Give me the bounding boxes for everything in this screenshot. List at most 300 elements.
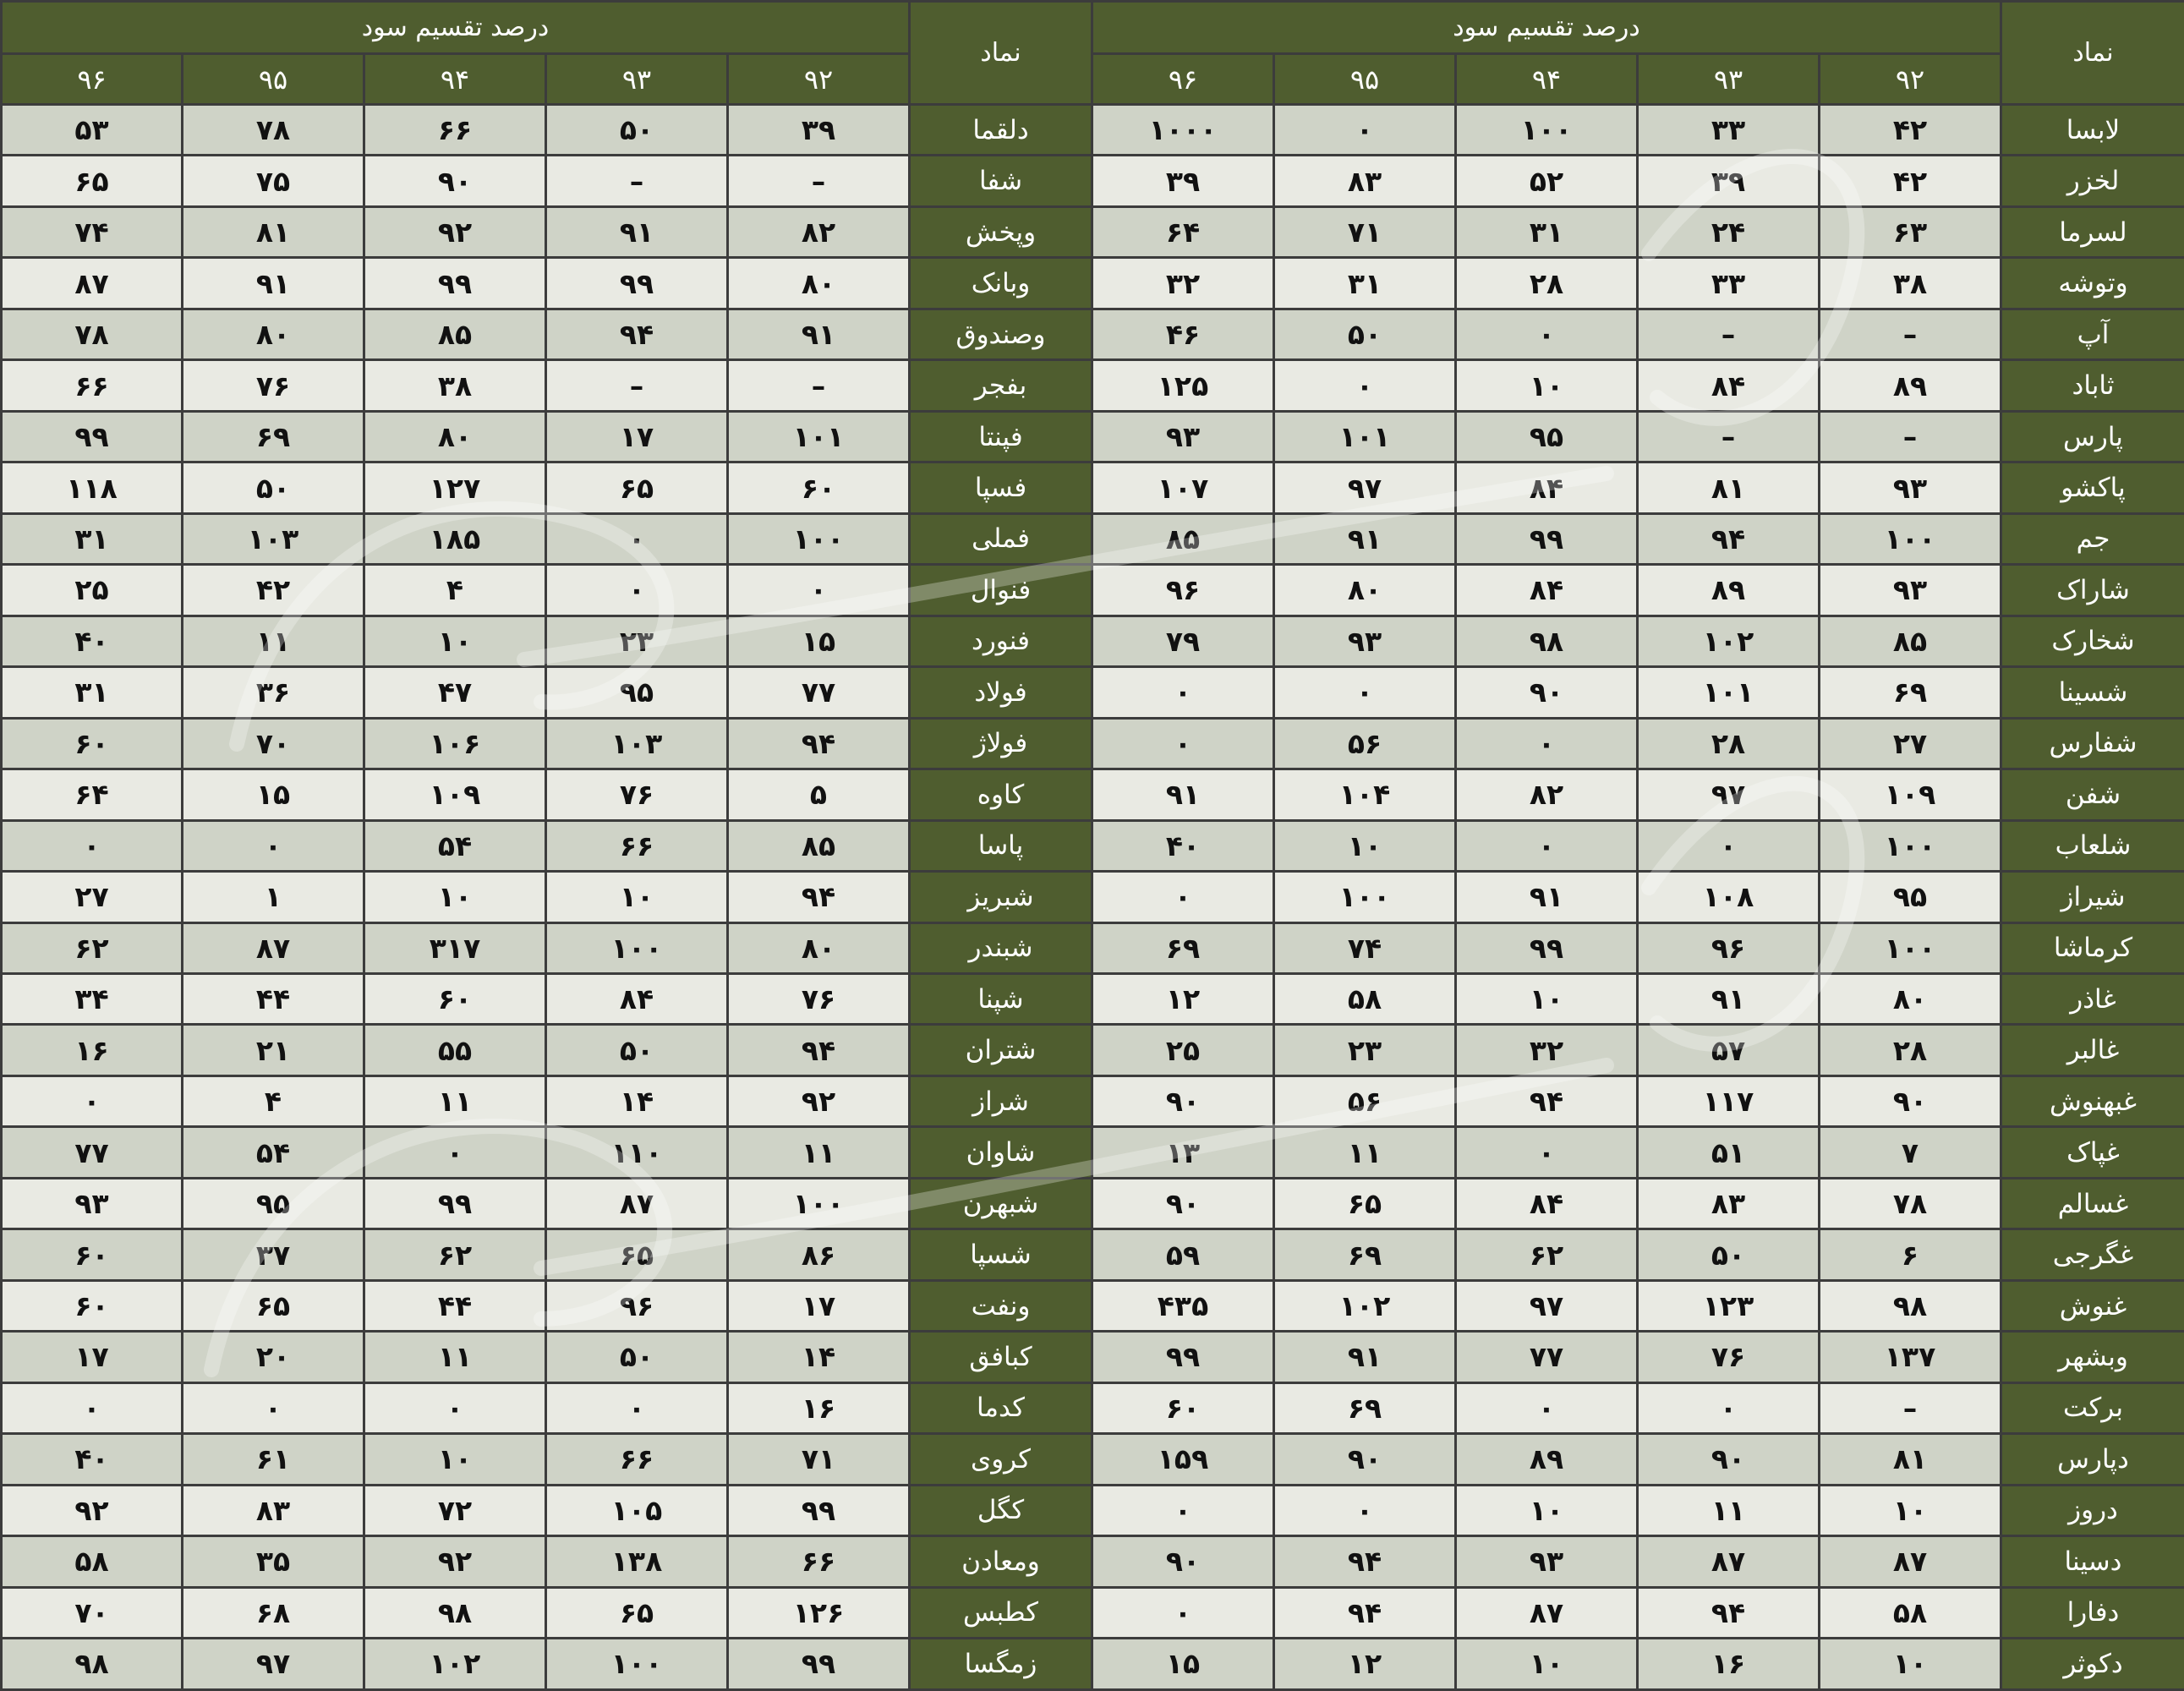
left-value-93: ۱۰۳ xyxy=(546,718,728,769)
table-row xyxy=(2,1587,2184,1638)
right-value-95: ۶۵ xyxy=(1274,1178,1456,1229)
left-symbol: کگل xyxy=(910,1485,1092,1535)
right-value-94: ۹۷ xyxy=(1456,1280,1638,1331)
right-value-93: ۵۱ xyxy=(1638,1127,1820,1178)
table-row xyxy=(2,360,2184,411)
table-row xyxy=(2,872,2184,922)
right-value-92: ۱۰۰ xyxy=(1820,922,2001,973)
left-value-95: ۱۵ xyxy=(183,769,364,820)
left-value-95: ۲۱ xyxy=(183,1025,364,1075)
left-value-93: ۰ xyxy=(546,565,728,616)
table-row xyxy=(2,820,2184,871)
left-value-93: ۹۹ xyxy=(546,258,728,309)
left-symbol: وصندوق xyxy=(910,309,1092,359)
left-symbol: شراز xyxy=(910,1075,1092,1126)
left-value-92: ۹۱ xyxy=(728,309,910,359)
table-row xyxy=(2,667,2184,718)
right-value-92: ۸۰ xyxy=(1820,973,2001,1024)
right-value-93: ۸۳ xyxy=(1638,1178,1820,1229)
right-symbol: غالبر xyxy=(2001,1025,2184,1075)
right-value-93: ۱۰۸ xyxy=(1638,872,1820,922)
left-group-header: درصد تقسیم سود xyxy=(2,2,910,54)
right-value-96: ۶۹ xyxy=(1092,922,1274,973)
right-value-95: ۰ xyxy=(1274,105,1456,156)
right-value-94: ۷۷ xyxy=(1456,1332,1638,1382)
left-value-95: ۷۸ xyxy=(183,105,364,156)
table-row xyxy=(2,1280,2184,1331)
left-value-96: ۱۷ xyxy=(2,1332,183,1382)
left-value-92: ۱۵ xyxy=(728,616,910,666)
right-symbol: دروز xyxy=(2001,1485,2184,1535)
table-row xyxy=(2,1025,2184,1075)
right-symbol: جم xyxy=(2001,513,2184,564)
right-value-93: ۸۹ xyxy=(1638,565,1820,616)
left-value-96: ۶۰ xyxy=(2,1229,183,1280)
right-year-93: ۹۳ xyxy=(1638,54,1820,105)
right-value-96: ۴۳۵ xyxy=(1092,1280,1274,1331)
left-value-93: ۵۰ xyxy=(546,1332,728,1382)
left-symbol: وپخش xyxy=(910,206,1092,257)
right-value-93: ۱۰۲ xyxy=(1638,616,1820,666)
right-value-94: ۹۳ xyxy=(1456,1536,1638,1587)
left-value-95: ۸۱ xyxy=(183,206,364,257)
left-value-96: ۹۹ xyxy=(2,411,183,462)
left-year-95: ۹۵ xyxy=(183,54,364,105)
right-value-95: ۹۱ xyxy=(1274,513,1456,564)
left-symbol: پاسا xyxy=(910,820,1092,871)
right-value-96: ۱۲ xyxy=(1092,973,1274,1024)
right-symbol: شخارک xyxy=(2001,616,2184,666)
right-value-96: ۹۶ xyxy=(1092,565,1274,616)
right-value-93: ۳۳ xyxy=(1638,105,1820,156)
right-value-93: ۳۳ xyxy=(1638,258,1820,309)
left-value-92: ۱۰۱ xyxy=(728,411,910,462)
right-value-93: ۹۰ xyxy=(1638,1434,1820,1485)
left-value-94: ۱۰ xyxy=(364,872,546,922)
left-value-94: ۵۴ xyxy=(364,820,546,871)
right-value-92: ۷۸ xyxy=(1820,1178,2001,1229)
table-row xyxy=(2,462,2184,513)
left-value-96: ۰ xyxy=(2,1382,183,1433)
right-value-92: ۲۸ xyxy=(1820,1025,2001,1075)
table-row xyxy=(2,513,2184,564)
right-value-93: ۹۱ xyxy=(1638,973,1820,1024)
left-value-95: ۸۰ xyxy=(183,309,364,359)
right-symbol: وتوشه xyxy=(2001,258,2184,309)
left-value-95: ۱۱ xyxy=(183,616,364,666)
left-symbol: بفجر xyxy=(910,360,1092,411)
left-value-94: ۹۹ xyxy=(364,258,546,309)
right-value-94: ۹۰ xyxy=(1456,667,1638,718)
left-symbol: شبریز xyxy=(910,872,1092,922)
left-value-96: ۴۰ xyxy=(2,1434,183,1485)
right-symbol: کرماشا xyxy=(2001,922,2184,973)
right-value-93: ۱۱۷ xyxy=(1638,1075,1820,1126)
right-value-94: ۱۰ xyxy=(1456,1485,1638,1535)
left-value-95: ۶۱ xyxy=(183,1434,364,1485)
right-symbol-header: نماد xyxy=(2001,2,2184,105)
right-value-94: ۹۹ xyxy=(1456,513,1638,564)
right-value-92: ۱۰۹ xyxy=(1820,769,2001,820)
left-value-92: ۱۰۰ xyxy=(728,1178,910,1229)
left-value-94: ۱۱ xyxy=(364,1332,546,1382)
table-row xyxy=(2,1434,2184,1485)
left-value-94: ۶۲ xyxy=(364,1229,546,1280)
table-row xyxy=(2,206,2184,257)
right-value-92: ۶۹ xyxy=(1820,667,2001,718)
right-value-92: ۵۸ xyxy=(1820,1587,2001,1638)
right-value-93: ۵۷ xyxy=(1638,1025,1820,1075)
right-value-92: – xyxy=(1820,1382,2001,1433)
left-value-95: ۵۰ xyxy=(183,462,364,513)
left-value-94: ۴۴ xyxy=(364,1280,546,1331)
left-value-94: ۹۲ xyxy=(364,1536,546,1587)
left-value-93: ۱۰ xyxy=(546,872,728,922)
right-value-93: ۸۴ xyxy=(1638,360,1820,411)
right-value-92: ۷ xyxy=(1820,1127,2001,1178)
right-symbol: غاذر xyxy=(2001,973,2184,1024)
left-value-96: ۶۰ xyxy=(2,718,183,769)
right-value-92: ۹۳ xyxy=(1820,565,2001,616)
left-value-94: ۸۰ xyxy=(364,411,546,462)
right-symbol: شیراز xyxy=(2001,872,2184,922)
left-value-94: ۹۸ xyxy=(364,1587,546,1638)
right-value-92: ۱۰۰ xyxy=(1820,820,2001,871)
left-value-94: ۱۰۹ xyxy=(364,769,546,820)
right-value-96: ۹۰ xyxy=(1092,1075,1274,1126)
right-value-92: ۲۷ xyxy=(1820,718,2001,769)
left-value-94: ۶۶ xyxy=(364,105,546,156)
right-value-94: ۱۰ xyxy=(1456,360,1638,411)
left-symbol: ونفت xyxy=(910,1280,1092,1331)
left-value-94: ۶۰ xyxy=(364,973,546,1024)
right-year-95: ۹۵ xyxy=(1274,54,1456,105)
left-value-92: ۵ xyxy=(728,769,910,820)
right-value-92: ۸۹ xyxy=(1820,360,2001,411)
right-value-96: ۹۳ xyxy=(1092,411,1274,462)
table-row xyxy=(2,1639,2184,1689)
right-value-94: ۹۴ xyxy=(1456,1075,1638,1126)
left-value-96: ۶۲ xyxy=(2,922,183,973)
right-value-96: ۰ xyxy=(1092,667,1274,718)
left-value-95: ۴۲ xyxy=(183,565,364,616)
right-symbol: وبشهر xyxy=(2001,1332,2184,1382)
left-value-96: ۱۱۸ xyxy=(2,462,183,513)
left-value-95: ۷۶ xyxy=(183,360,364,411)
left-symbol: فملی xyxy=(910,513,1092,564)
left-symbol: شاوان xyxy=(910,1127,1092,1178)
left-value-96: ۰ xyxy=(2,820,183,871)
left-value-96: ۷۰ xyxy=(2,1587,183,1638)
left-symbol-header: نماد xyxy=(910,2,1092,105)
right-value-95: ۱۰۰ xyxy=(1274,872,1456,922)
table-row xyxy=(2,1178,2184,1229)
left-value-95: ۷۵ xyxy=(183,156,364,206)
right-symbol: لابسا xyxy=(2001,105,2184,156)
table-row xyxy=(2,616,2184,666)
right-value-92: ۹۳ xyxy=(1820,462,2001,513)
right-value-93: ۸۷ xyxy=(1638,1536,1820,1587)
right-value-96: ۰ xyxy=(1092,872,1274,922)
left-value-93: ۹۶ xyxy=(546,1280,728,1331)
left-symbol: کدما xyxy=(910,1382,1092,1433)
left-value-96: ۶۶ xyxy=(2,360,183,411)
left-symbol: کروی xyxy=(910,1434,1092,1485)
table-body xyxy=(2,105,2184,1690)
left-value-96: ۱۶ xyxy=(2,1025,183,1075)
left-value-92: ۱۲۶ xyxy=(728,1587,910,1638)
table-row xyxy=(2,1536,2184,1587)
left-symbol: دلقما xyxy=(910,105,1092,156)
left-value-96: ۳۱ xyxy=(2,513,183,564)
left-value-96: ۷۸ xyxy=(2,309,183,359)
right-value-95: ۲۳ xyxy=(1274,1025,1456,1075)
left-symbol: شسپا xyxy=(910,1229,1092,1280)
right-symbol: لخزر xyxy=(2001,156,2184,206)
right-symbol: پارس xyxy=(2001,411,2184,462)
right-value-96: ۱۳ xyxy=(1092,1127,1274,1178)
right-symbol: غسالم xyxy=(2001,1178,2184,1229)
table-row xyxy=(2,922,2184,973)
right-value-95: ۱۰۲ xyxy=(1274,1280,1456,1331)
right-value-95: ۳۱ xyxy=(1274,258,1456,309)
table-row xyxy=(2,1382,2184,1433)
left-value-92: ۸۰ xyxy=(728,258,910,309)
left-value-92: ۱۶ xyxy=(728,1382,910,1433)
right-value-94: ۸۷ xyxy=(1456,1587,1638,1638)
left-year-93: ۹۳ xyxy=(546,54,728,105)
right-value-94: ۱۰ xyxy=(1456,973,1638,1024)
left-value-94: ۱۰۶ xyxy=(364,718,546,769)
left-value-95: ۳۵ xyxy=(183,1536,364,1587)
left-value-92: ۹۴ xyxy=(728,1025,910,1075)
right-year-94: ۹۴ xyxy=(1456,54,1638,105)
left-value-94: ۳۱۷ xyxy=(364,922,546,973)
right-symbol: غبهنوش xyxy=(2001,1075,2184,1126)
left-value-93: ۸۷ xyxy=(546,1178,728,1229)
table-row xyxy=(2,1229,2184,1280)
right-symbol: لسرما xyxy=(2001,206,2184,257)
left-value-93: ۱۱۰ xyxy=(546,1127,728,1178)
left-symbol: کطبس xyxy=(910,1587,1092,1638)
left-value-96: ۹۲ xyxy=(2,1485,183,1535)
left-symbol: شتران xyxy=(910,1025,1092,1075)
left-value-96: ۷۴ xyxy=(2,206,183,257)
right-value-95: ۰ xyxy=(1274,360,1456,411)
right-symbol: شاراک xyxy=(2001,565,2184,616)
left-year-92: ۹۲ xyxy=(728,54,910,105)
right-value-95: ۶۹ xyxy=(1274,1229,1456,1280)
left-value-93: ۶۵ xyxy=(546,1587,728,1638)
left-value-93: ۱۴ xyxy=(546,1075,728,1126)
right-value-92: ۱۰۰ xyxy=(1820,513,2001,564)
table-row xyxy=(2,1075,2184,1126)
left-value-96: ۵۸ xyxy=(2,1536,183,1587)
right-value-96: ۱۵۹ xyxy=(1092,1434,1274,1485)
right-value-93: ۱۰۱ xyxy=(1638,667,1820,718)
left-value-93: ۱۰۰ xyxy=(546,1639,728,1689)
left-value-94: ۵۵ xyxy=(364,1025,546,1075)
right-value-95: ۷۴ xyxy=(1274,922,1456,973)
left-value-95: ۱۰۳ xyxy=(183,513,364,564)
left-value-95: ۹۷ xyxy=(183,1639,364,1689)
left-symbol: فسپا xyxy=(910,462,1092,513)
left-value-95: ۷۰ xyxy=(183,718,364,769)
right-value-94: ۱۰ xyxy=(1456,1639,1638,1689)
right-symbol: شلعاب xyxy=(2001,820,2184,871)
right-value-94: ۹۱ xyxy=(1456,872,1638,922)
right-value-95: ۹۴ xyxy=(1274,1536,1456,1587)
right-value-93: ۲۴ xyxy=(1638,206,1820,257)
right-value-96: ۱۵ xyxy=(1092,1639,1274,1689)
right-symbol: دسینا xyxy=(2001,1536,2184,1587)
left-value-93: ۵۰ xyxy=(546,1025,728,1075)
right-value-92: ۱۳۷ xyxy=(1820,1332,2001,1382)
left-value-95: ۵۴ xyxy=(183,1127,364,1178)
left-value-95: ۹۵ xyxy=(183,1178,364,1229)
left-value-93: ۹۱ xyxy=(546,206,728,257)
right-value-96: ۴۶ xyxy=(1092,309,1274,359)
right-value-94: ۰ xyxy=(1456,820,1638,871)
right-value-93: – xyxy=(1638,309,1820,359)
left-value-92: ۸۲ xyxy=(728,206,910,257)
left-value-92: ۱۰۰ xyxy=(728,513,910,564)
right-value-92: ۳۸ xyxy=(1820,258,2001,309)
left-value-94: ۹۲ xyxy=(364,206,546,257)
right-value-93: ۸۱ xyxy=(1638,462,1820,513)
right-value-92: – xyxy=(1820,411,2001,462)
right-value-93: ۲۸ xyxy=(1638,718,1820,769)
right-value-95: ۹۱ xyxy=(1274,1332,1456,1382)
right-value-94: ۲۸ xyxy=(1456,258,1638,309)
right-value-96: ۲۵ xyxy=(1092,1025,1274,1075)
right-value-92: ۶ xyxy=(1820,1229,2001,1280)
right-symbol: آپ xyxy=(2001,309,2184,359)
right-value-95: ۷۱ xyxy=(1274,206,1456,257)
left-value-96: ۲۷ xyxy=(2,872,183,922)
left-value-92: ۱۷ xyxy=(728,1280,910,1331)
table-row xyxy=(2,769,2184,820)
right-value-93: ۱۲۳ xyxy=(1638,1280,1820,1331)
left-value-94: ۳۸ xyxy=(364,360,546,411)
right-value-93: ۰ xyxy=(1638,1382,1820,1433)
left-symbol: زمگسا xyxy=(910,1639,1092,1689)
right-value-95: ۸۰ xyxy=(1274,565,1456,616)
right-value-92: ۹۰ xyxy=(1820,1075,2001,1126)
right-value-96: ۰ xyxy=(1092,1485,1274,1535)
left-value-94: ۰ xyxy=(364,1127,546,1178)
right-value-94: ۰ xyxy=(1456,1127,1638,1178)
left-value-94: ۸۵ xyxy=(364,309,546,359)
right-value-92: – xyxy=(1820,309,2001,359)
left-value-92: – xyxy=(728,360,910,411)
right-value-96: ۹۰ xyxy=(1092,1536,1274,1587)
left-value-96: ۳۱ xyxy=(2,667,183,718)
left-value-94: ۰ xyxy=(364,1382,546,1433)
left-value-95: ۶۵ xyxy=(183,1280,364,1331)
left-value-94: ۹۰ xyxy=(364,156,546,206)
left-value-94: ۱۱ xyxy=(364,1075,546,1126)
right-value-93: – xyxy=(1638,411,1820,462)
right-value-96: ۷۹ xyxy=(1092,616,1274,666)
left-value-93: ۵۰ xyxy=(546,105,728,156)
left-value-94: ۴۷ xyxy=(364,667,546,718)
right-value-93: ۹۴ xyxy=(1638,1587,1820,1638)
left-value-94: ۱۰۲ xyxy=(364,1639,546,1689)
left-value-95: ۱ xyxy=(183,872,364,922)
left-value-93: ۱۳۸ xyxy=(546,1536,728,1587)
left-symbol: شبهرن xyxy=(910,1178,1092,1229)
right-value-93: ۹۴ xyxy=(1638,513,1820,564)
left-value-95: ۲۰ xyxy=(183,1332,364,1382)
right-value-96: ۶۴ xyxy=(1092,206,1274,257)
left-value-96: ۷۷ xyxy=(2,1127,183,1178)
right-value-95: ۵۶ xyxy=(1274,718,1456,769)
right-symbol: شسینا xyxy=(2001,667,2184,718)
left-value-95: ۰ xyxy=(183,1382,364,1433)
left-year-94: ۹۴ xyxy=(364,54,546,105)
left-value-93: – xyxy=(546,156,728,206)
right-value-94: ۹۹ xyxy=(1456,922,1638,973)
right-value-96: ۰ xyxy=(1092,718,1274,769)
left-symbol: فنوال xyxy=(910,565,1092,616)
right-value-95: ۱۲ xyxy=(1274,1639,1456,1689)
left-value-93: ۱۰۵ xyxy=(546,1485,728,1535)
left-value-94: ۹۹ xyxy=(364,1178,546,1229)
left-value-92: ۹۹ xyxy=(728,1639,910,1689)
left-value-92: ۸۵ xyxy=(728,820,910,871)
right-symbol: شفن xyxy=(2001,769,2184,820)
left-value-96: ۸۷ xyxy=(2,258,183,309)
left-value-92: ۶۰ xyxy=(728,462,910,513)
table-row xyxy=(2,718,2184,769)
right-value-94: ۸۴ xyxy=(1456,1178,1638,1229)
left-value-94: ۴ xyxy=(364,565,546,616)
right-value-92: ۱۰ xyxy=(1820,1639,2001,1689)
right-value-95: ۰ xyxy=(1274,667,1456,718)
right-value-96: ۳۹ xyxy=(1092,156,1274,206)
left-value-93: ۲۳ xyxy=(546,616,728,666)
left-symbol: کاوه xyxy=(910,769,1092,820)
left-value-92: ۶۶ xyxy=(728,1536,910,1587)
right-value-92: ۸۵ xyxy=(1820,616,2001,666)
right-symbol: غنوش xyxy=(2001,1280,2184,1331)
left-value-93: ۱۰۰ xyxy=(546,922,728,973)
left-value-92: ۸۶ xyxy=(728,1229,910,1280)
left-value-94: ۷۲ xyxy=(364,1485,546,1535)
left-value-93: ۱۷ xyxy=(546,411,728,462)
right-value-93: ۹۷ xyxy=(1638,769,1820,820)
right-value-94: ۸۹ xyxy=(1456,1434,1638,1485)
right-value-94: ۹۵ xyxy=(1456,411,1638,462)
right-value-95: ۱۱ xyxy=(1274,1127,1456,1178)
right-value-95: ۹۳ xyxy=(1274,616,1456,666)
left-value-92: ۷۶ xyxy=(728,973,910,1024)
right-value-94: ۸۴ xyxy=(1456,462,1638,513)
right-value-96: ۸۵ xyxy=(1092,513,1274,564)
left-value-93: ۶۵ xyxy=(546,462,728,513)
right-value-94: ۵۲ xyxy=(1456,156,1638,206)
left-value-95: ۸۳ xyxy=(183,1485,364,1535)
left-symbol: شفا xyxy=(910,156,1092,206)
right-value-93: ۰ xyxy=(1638,820,1820,871)
left-value-96: ۶۴ xyxy=(2,769,183,820)
left-value-96: ۳۴ xyxy=(2,973,183,1024)
table-row xyxy=(2,411,2184,462)
right-value-96: ۵۹ xyxy=(1092,1229,1274,1280)
right-value-95: ۹۰ xyxy=(1274,1434,1456,1485)
right-value-94: ۸۴ xyxy=(1456,565,1638,616)
